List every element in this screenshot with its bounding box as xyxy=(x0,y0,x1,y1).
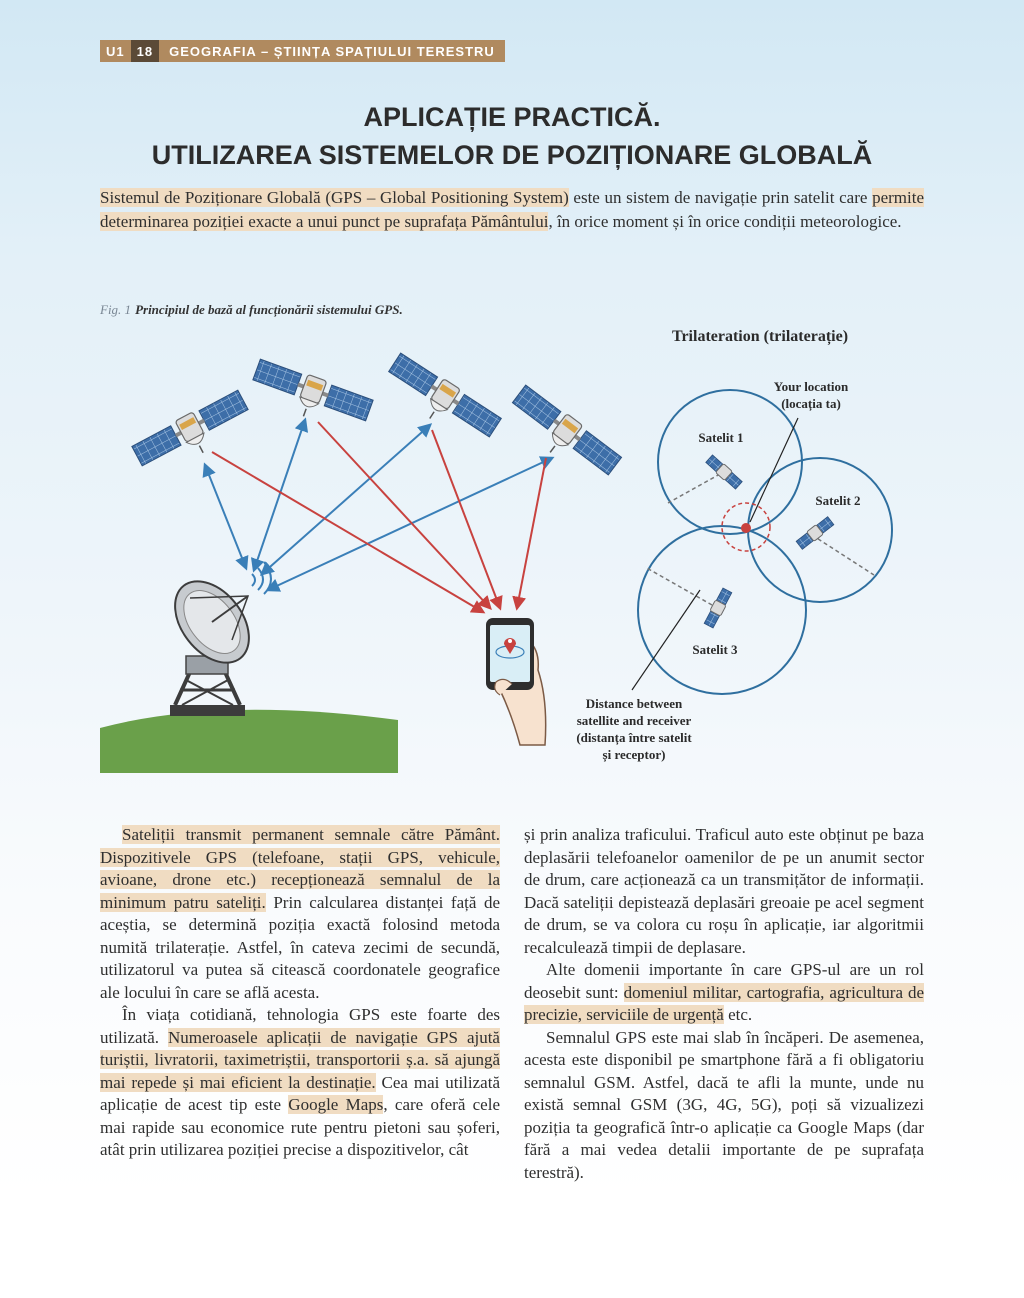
left-p2-text-3: , care oferă cele mai rapide sau economice rute pentru pietoni sau șoferi, atât prin utilizarea poziției precise a dispozitivelor, cât xyxy=(100,1095,500,1159)
right-p2-highlight: domeniul militar, cartografia, agricultura de precizie, serviciile de urgență xyxy=(524,982,924,1024)
left-p2-highlight-1: Numeroasele aplicații de navigație GPS ajută turiștii, livratorii, taximetriștii, transportorii ș.a. să ajungă mai repede și mai eficient la destinație. xyxy=(100,1027,500,1092)
ground-antenna xyxy=(160,562,271,716)
left-p2-text-2: Cea mai utilizată aplicație de acest tip este xyxy=(100,1072,500,1114)
distance-label-3: (distanța între satelit xyxy=(576,730,692,745)
page-title-line2: UTILIZAREA SISTEMELOR DE POZIȚIONARE GLOBALĂ xyxy=(151,140,873,170)
right-p2-text-1: Alte domenii importante în care GPS-ul are un rol deosebit sunt: xyxy=(524,960,924,1002)
right-p2-text-2: etc. xyxy=(723,1005,753,1024)
page-title-line1: APLICAȚIE PRACTICĂ. xyxy=(363,102,661,132)
satellite-1-mini-icon xyxy=(705,454,743,490)
left-p2-highlight-2: Google Maps xyxy=(288,1095,384,1114)
left-paragraph-2 xyxy=(100,1004,500,1162)
page-number: 18 xyxy=(131,40,159,62)
left-p1-highlight: Sateliții transmit permanent semnale către Pământ. Dispozitivele GPS (telefoane, stații GPS, vehicule, avioane, drone etc.) recepționează semnalul de la minimum patru sateliți. xyxy=(100,825,500,912)
smartphone-in-hand xyxy=(486,618,546,745)
intro-highlight-1: Sistemul de Poziționare Globală (GPS – Global Positioning System) xyxy=(100,188,569,207)
unit-label: U1 xyxy=(100,40,131,62)
satellite-2-icon xyxy=(247,357,374,437)
left-column xyxy=(100,824,500,1162)
satellite-3-mini-icon xyxy=(703,588,732,629)
satellite-2-mini-icon xyxy=(796,516,835,550)
intro-text-1: este un sistem de navigație prin satelit care xyxy=(568,188,873,207)
distance-label-2: satellite and receiver xyxy=(576,713,692,728)
blue-signal-arrows xyxy=(205,420,552,590)
distance-label-4: și receptor) xyxy=(602,747,666,762)
your-location-label-ro: (locația ta) xyxy=(781,396,841,411)
satellite-1-label: Satelit 1 xyxy=(698,430,744,445)
right-paragraph-3: Semnalul GPS este mai slab în încăperi. De asemenea, acesta este disponibil pe smartphone fără a fi obligatoriu semnalul GSM. Astfel, dacă te afli la munte, unde nu există semnal GSM (3G, 4G, 5G), poți să vizualizezi poziția ta geografică într-o aplicație ca Google Maps (dar fără a mai vedea detalii importante de pe suprafața terestră). xyxy=(524,1027,924,1182)
intro-highlight-2: permite determinarea poziției exacte a unui punct pe suprafața Pământului xyxy=(100,188,925,231)
satellite-3-label: Satelit 3 xyxy=(692,642,738,657)
intro-text-2: , în orice moment și în orice condiții meteorologice. xyxy=(548,212,902,231)
right-paragraph-2 xyxy=(524,959,924,1027)
trilateration-diagram xyxy=(632,390,892,694)
left-p2-text-1: În viața cotidiană, tehnologia GPS este foarte des utilizată. xyxy=(100,1005,500,1047)
distance-label-1: Distance between xyxy=(585,696,683,711)
your-location-label: Your location xyxy=(773,379,849,394)
ground-hill xyxy=(100,710,398,773)
figure-caption-text: Principiul de bază al funcționării sistemului GPS. xyxy=(135,302,403,317)
satellite-3-icon xyxy=(379,351,502,451)
left-p1-text: Prin calcularea distanței față de aceștia, se determină poziția exactă folosind metoda numită trilaterație. Astfel, în cateva zecimi de secundă, utilizatorul va putea să citească coordonatele geografice ale locului în care se află acesta. xyxy=(100,892,500,1002)
right-paragraph-1: și prin analiza traficului. Traficul auto este obținut pe baza deplasării telefoanelor oamenilor de pe un anumit sector de drum, care acționează ca un transmițător de informații. Dacă sateliții depistează deplasări greoaie pe acel segment de drum, se va colora cu roșu în aplicație, iar algoritmii recalculează timpii de deplasare. xyxy=(524,825,924,957)
satellite-2-label: Satelit 2 xyxy=(815,493,861,508)
left-paragraph-1 xyxy=(100,824,500,1004)
figure-number: Fig. 1 xyxy=(100,302,132,317)
chapter-title: GEOGRAFIA – ȘTIINȚA SPAȚIULUI TERESTRU xyxy=(159,40,505,62)
right-column xyxy=(524,824,924,1184)
trilateration-title: Trilateration (trilaterație) xyxy=(671,328,849,345)
